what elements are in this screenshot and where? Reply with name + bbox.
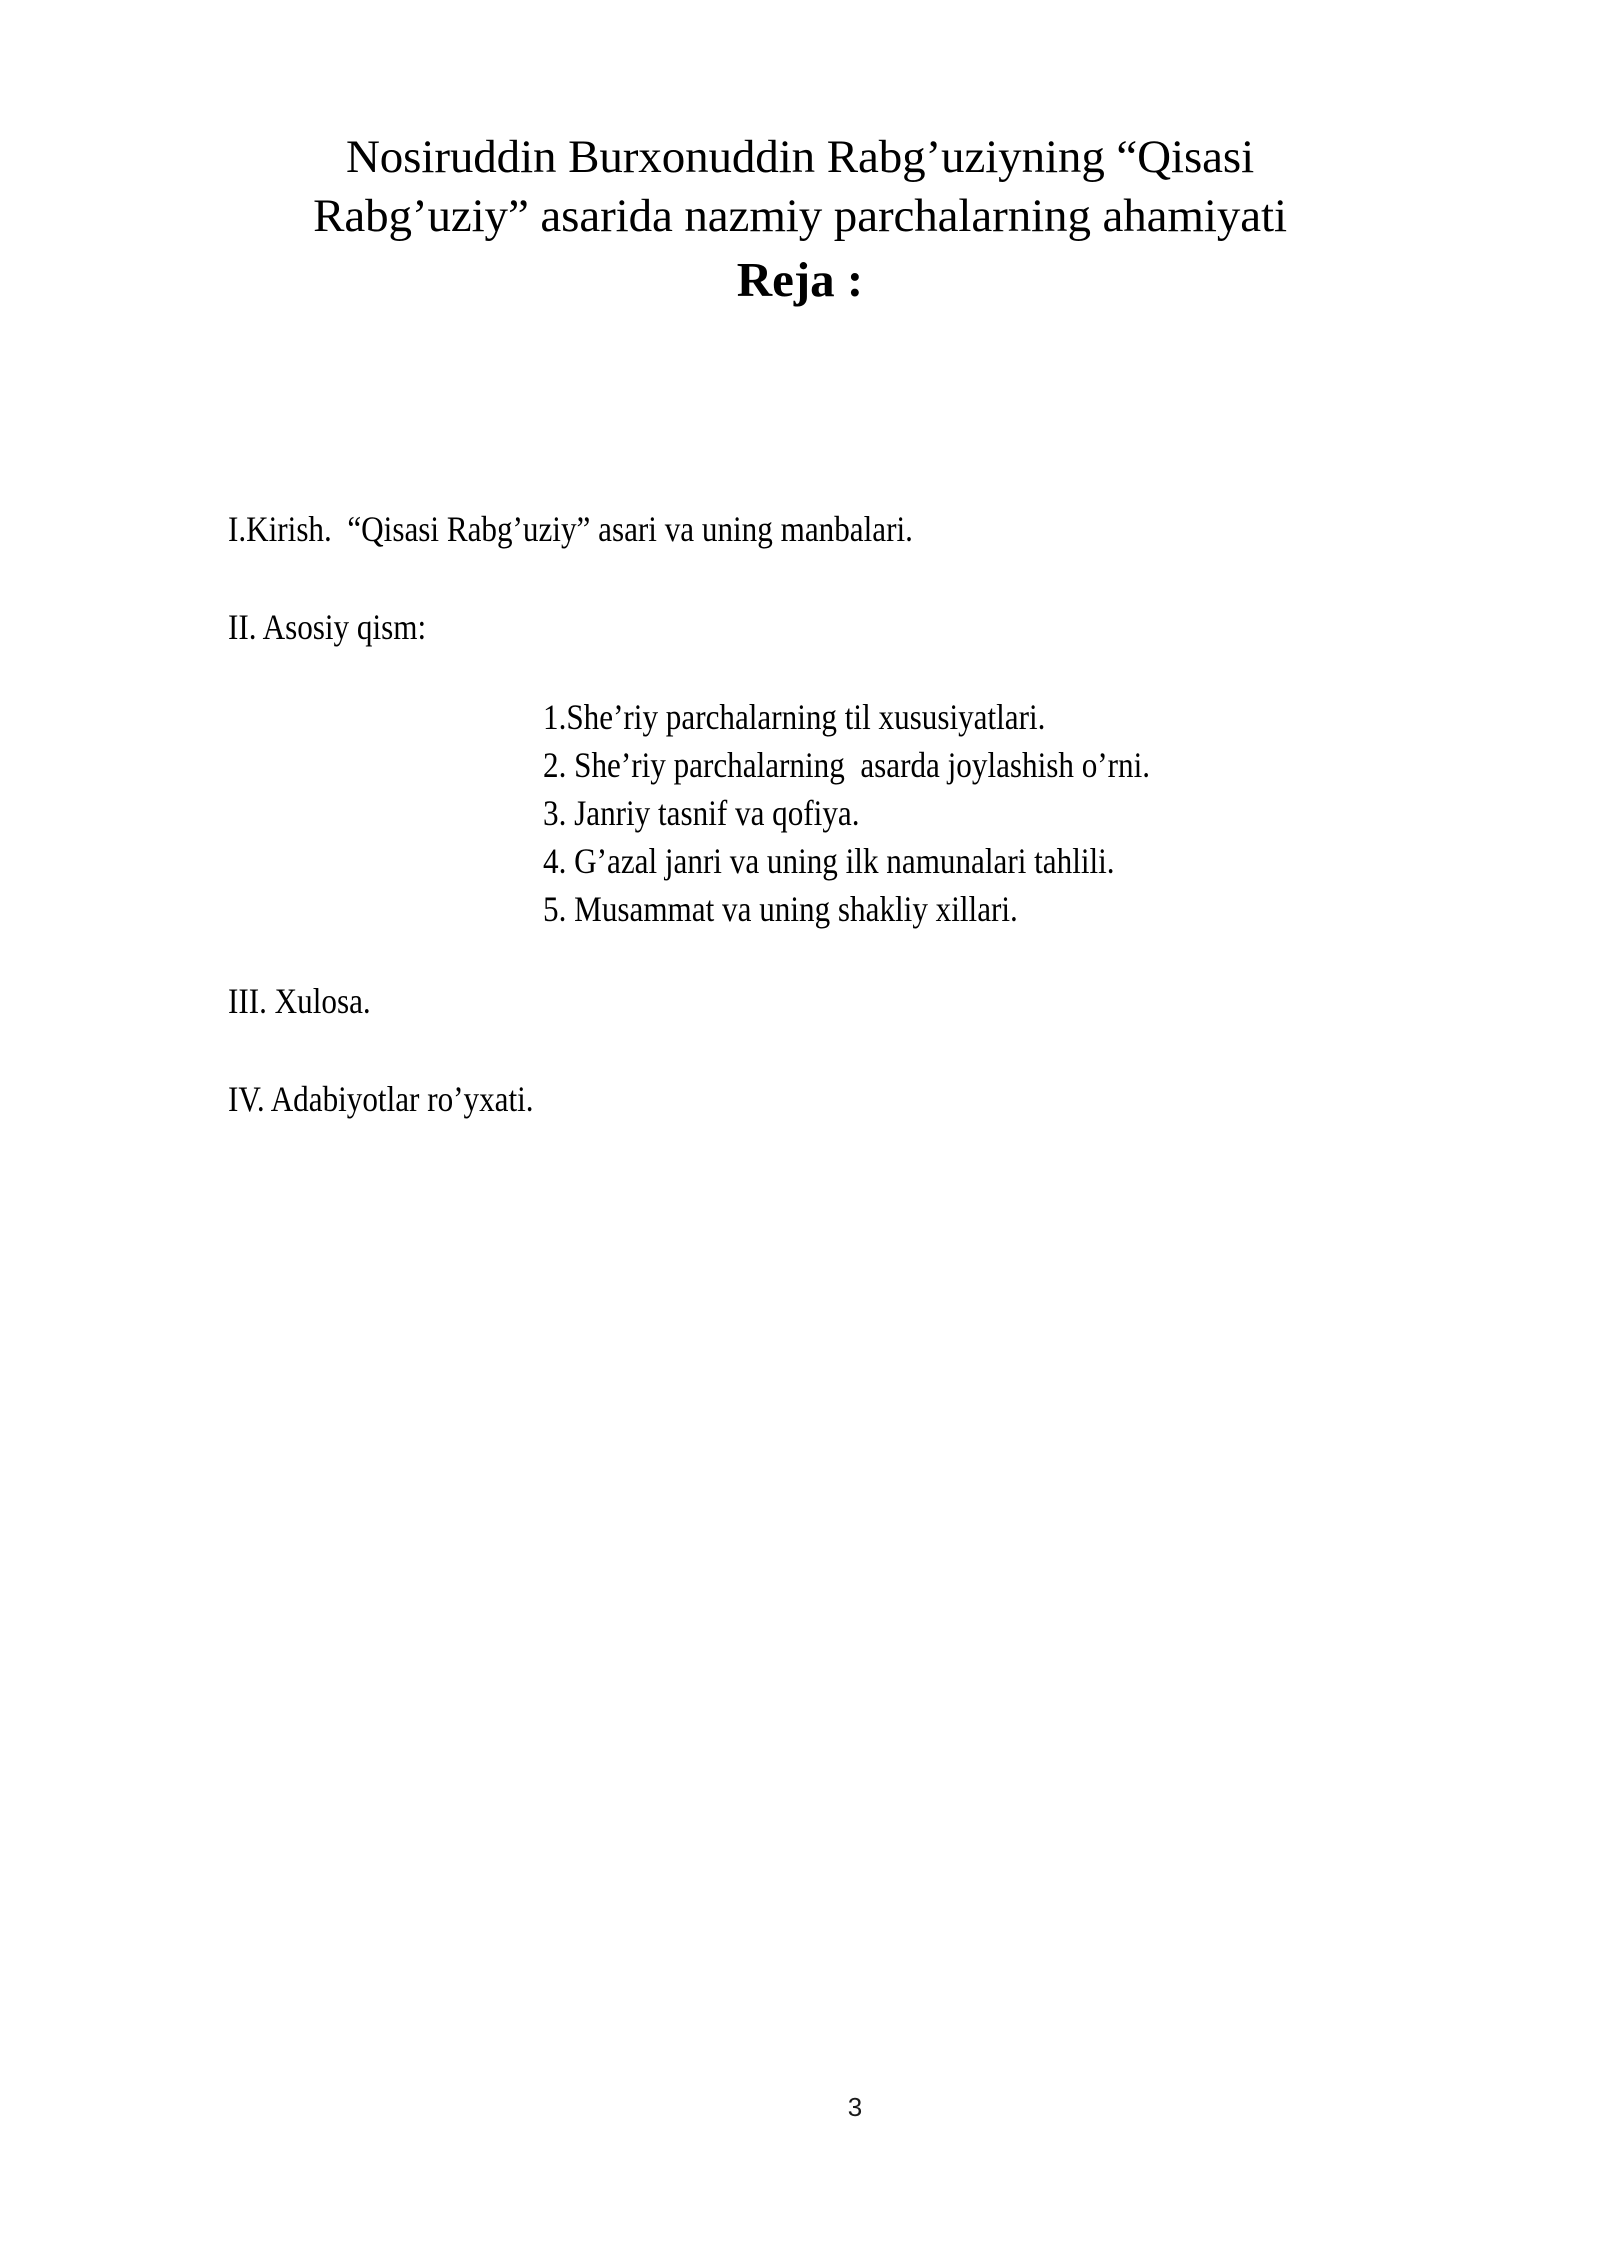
outline-body [228,506,1438,1122]
list-item: 4. G’azal janri va uning ilk namunalari tahlili. [543,840,1115,881]
list-item: 3. Janriy tasnif va qofiya. [543,792,860,833]
page-number: 3 [847,2092,863,2122]
spacer [228,552,1438,604]
outline-item-conclusion: III. Xulosa. [228,980,371,1021]
title-block [200,128,1400,310]
page-title-line-1: Nosiruddin Burxonuddin Rabg’uziyning “Qisasi [345,131,1255,183]
list-item: 5. Musammat va uning shakliy xillari. [543,888,1018,929]
plan-heading: Reja : [736,252,864,308]
spacer [228,650,1438,694]
list-item: 1.She’riy parchalarning til xususiyatlari. [543,697,1046,738]
list-item: 2. She’riy parchalarning asarda joylashish o’rni. [543,745,1151,786]
outline-item-references: IV. Adabiyotlar ro’yxati. [228,1078,534,1119]
spacer [228,934,1438,978]
spacer [228,1024,1438,1076]
outline-item-intro: I.Kirish. “Qisasi Rabg’uziy” asari va uning manbalari. [228,509,913,549]
page-title-line-2: Rabg’uziy” asarida nazmiy parchalarning ahamiyati [313,190,1287,243]
outline-item-main-heading: II. Asosiy qism: [228,607,427,648]
outline-sublist [543,694,1438,933]
